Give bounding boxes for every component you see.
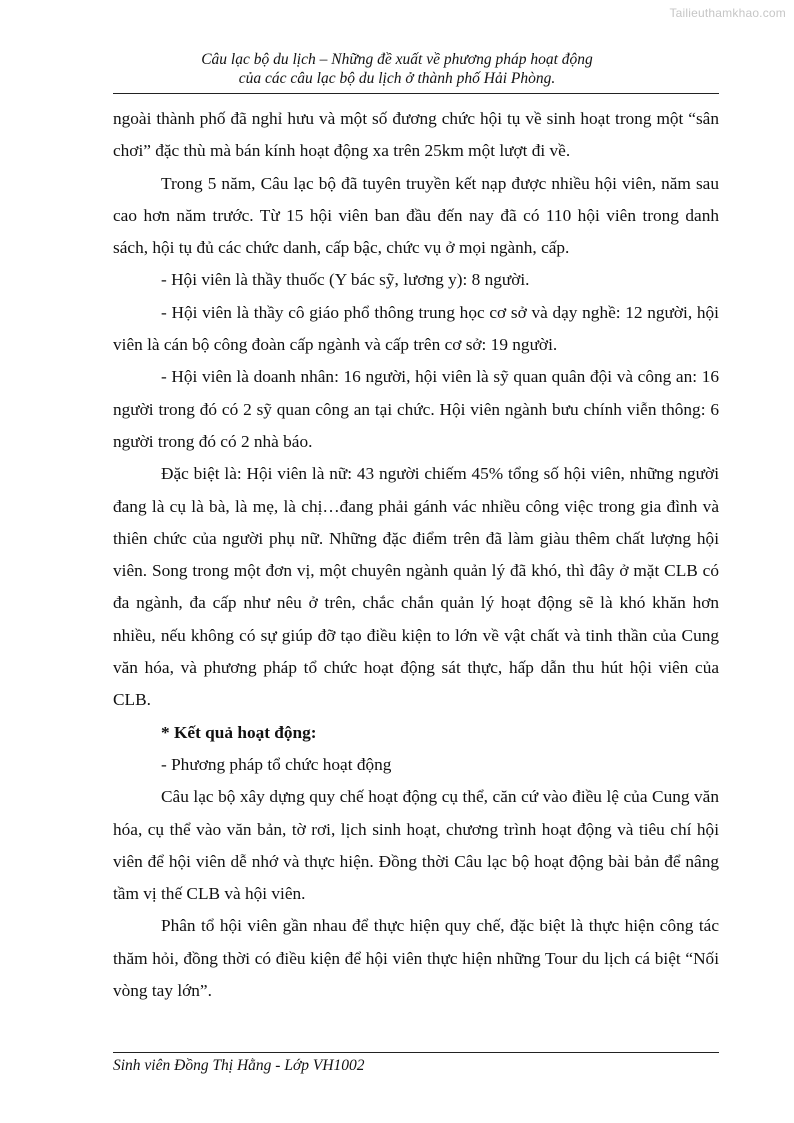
- list-item-business: - Hội viên là doanh nhân: 16 người, hội viên là sỹ quan quân đội và công an: 16 người trong đó có 2 sỹ quan công an tại chức. Hội viên ngành bưu chính viễn thông: 6 người trong đó có 2 nhà báo.: [113, 367, 719, 451]
- list-item-doctors: - Hội viên là thầy thuốc (Y bác sỹ, lương y): 8 người.: [161, 270, 530, 290]
- watermark-text: Tailieuthamkhao.com: [669, 6, 786, 20]
- list-item-teachers: - Hội viên là thầy cô giáo phổ thông trung học cơ sở và dạy nghề: 12 người, hội viên là cán bộ công đoàn cấp ngành và cấp trên cơ sở: 19 người.: [113, 302, 719, 355]
- paragraph-continuation: ngoài thành phố đã nghỉ hưu và một số đương chức hội tụ về sinh hoạt trong một “sân chơi” đặc thù mà bán kính hoạt động xa trên 25km một lượt đi về.: [113, 109, 719, 161]
- paragraph-women-members: Đặc biệt là: Hội viên là nữ: 43 người chiếm 45% tổng số hội viên, những người đang là cụ là bà, là mẹ, là chị…đang phải gánh vác nhiều công việc trong gia đình và thiên chức của người phụ nữ. Những đặc điểm trên đã làm giàu thêm chất lượng hội viên. Song trong một đơn vị, một chuyên ngành quản lý đã khó, thì đây ở mặt CLB có đa ngành, đa cấp như nêu ở trên, chắc chắn quản lý hoạt động sẽ là khó khăn hơn nhiều, nếu không có sự giúp đỡ tạo điều kiện to lớn về vật chất và tinh thần của Cung văn hóa, và phương pháp tổ chức hoạt động sát thực, hấp dẫn thu hút hội viên của CLB.: [113, 464, 719, 710]
- header-divider: [113, 93, 719, 94]
- paragraph-membership: Trong 5 năm, Câu lạc bộ đã tuyên truyền kết nạp được nhiều hội viên, năm sau cao hơn năm trước. Từ 15 hội viên ban đầu đến nay đã có 110 hội viên trong danh sách, hội tụ đủ các chức danh, cấp bậc, chức vụ ở mọi ngành, cấp.: [113, 173, 719, 258]
- footer-divider: [113, 1052, 719, 1053]
- paragraph-regulations: Câu lạc bộ xây dựng quy chế hoạt động cụ thể, căn cứ vào điều lệ của Cung văn hóa, cụ thể vào văn bản, tờ rơi, lịch sinh hoạt, chương trình hoạt động và tiêu chí hội viên để hội viên dễ nhớ và thực hiện. Đồng thời Câu lạc bộ hoạt động bài bản để nâng tầm vị thế CLB và hội viên.: [113, 787, 719, 904]
- document-body: [113, 103, 719, 1007]
- paragraph-groups: Phân tổ hội viên gần nhau để thực hiện quy chế, đặc biệt là thực hiện công tác thăm hỏi, đồng thời có điều kiện để hội viên thực hiện những Tour du lịch cá biệt “Nối vòng tay lớn”.: [113, 916, 719, 1001]
- subheading-methods: - Phương pháp tổ chức hoạt động: [161, 754, 392, 774]
- section-heading-results: * Kết quả hoạt động:: [161, 722, 317, 742]
- page-header: [0, 50, 794, 88]
- header-line-1: Câu lạc bộ du lịch – Những đề xuất về phương pháp hoạt động: [201, 51, 593, 68]
- header-line-2: của các câu lạc bộ du lịch ở thành phố Hải Phòng.: [238, 70, 556, 87]
- page-footer: Sinh viên Đồng Thị Hằng - Lớp VH1002: [113, 1057, 365, 1074]
